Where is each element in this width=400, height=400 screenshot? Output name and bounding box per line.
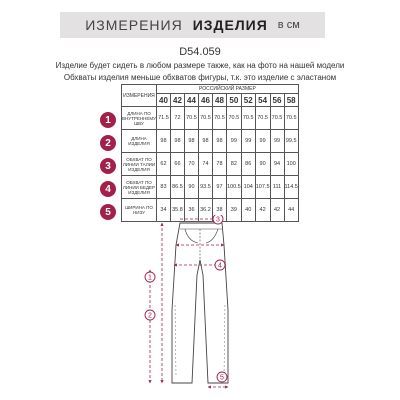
measurement-lines [150,216,228,387]
table-cell: 99.5 [284,130,298,153]
table-cell: 100 [284,153,298,176]
table-cell: 70.5 [241,107,255,130]
table-cell: 42 [270,199,284,222]
table-cell: 98 [170,130,184,153]
table-cell: 40 [241,199,255,222]
row-number-badge: 4 [100,181,116,197]
row-number-badge: 3 [100,158,116,174]
diagram-marker-label: 3 [216,216,220,224]
table-cell: 36 [184,199,198,222]
table-row [122,107,299,130]
elastane-note: Обхваты изделия меньше обхватов фигуры, т.к. это изделие с эластаном [63,73,337,82]
title-bar [60,12,325,38]
table-cell: 98 [156,130,170,153]
size-header: 46 [198,94,212,107]
param-label: ШИРИНА ПО НИЗУ [122,199,157,222]
diagram-marker-3 [213,215,223,224]
table-cell: 34 [156,199,170,222]
size-header: 58 [284,94,298,107]
table-cell: 36.2 [198,199,212,222]
table-cell: 104 [241,176,255,199]
table-cell: 98 [198,130,212,153]
table-cell: 93.5 [198,176,212,199]
row-number-badge: 2 [100,135,116,151]
table-cell: 71.5 [156,107,170,130]
table-cell: 70.5 [284,107,298,130]
table-cell: 94 [270,153,284,176]
diagram-marker-label: 1 [148,274,152,282]
table-cell: 90 [255,153,270,176]
param-label: ДЛИНА ПО ВНУТРЕННЕМУ ШВУ [122,107,157,130]
table-cell: 83 [156,176,170,199]
table-cell: 86.5 [170,176,184,199]
table-cell: 99 [226,130,241,153]
size-header: 52 [241,94,255,107]
table-cell: 78 [212,153,226,176]
table-cell: 107.5 [255,176,270,199]
table-row [122,153,299,176]
jeans-diagram [130,215,260,395]
size-header: 50 [226,94,241,107]
table-cell: 70.5 [270,107,284,130]
row-number-badge: 5 [100,204,116,220]
table-cell: 74 [198,153,212,176]
param-label: ОБХВАТ ПО ЛИНИИ БЕДЕР ИЗДЕЛИЯ [122,176,157,199]
table-cell: 70.5 [255,107,270,130]
size-chart-table [121,84,299,222]
table-cell: 39 [226,199,241,222]
russian-size-header: РОССИЙСКИЙ РАЗМЕР [156,85,298,94]
table-cell: 98 [212,130,226,153]
table-cell: 99 [270,130,284,153]
table-row [122,176,299,199]
table-cell: 114.5 [284,176,298,199]
measurements-header: ИЗМЕРЕНИЯ [122,85,157,107]
table-cell: 35.8 [170,199,184,222]
jeans-outline [172,223,228,383]
diagram-marker-2 [145,310,155,320]
diagram-marker-5 [217,372,227,382]
diagram-marker-1 [145,272,155,282]
table-cell: 111 [270,176,284,199]
table-cell: 98 [184,130,198,153]
param-label: ОБХВАТ ПО ЛИНИИ ТАЛИИ ИЗДЕЛИЯ [122,153,157,176]
table-cell: 70.5 [226,107,241,130]
table-cell: 97 [212,176,226,199]
table-cell: 86 [241,153,255,176]
table-cell: 82 [226,153,241,176]
fit-note: Изделие будет сидеть в любом размере также, как на фото на нашей модели [55,61,345,70]
table-cell: 99 [241,130,255,153]
size-header: 44 [184,94,198,107]
table-cell: 100.5 [226,176,241,199]
table-cell: 70.5 [212,107,226,130]
table-cell: 72 [170,107,184,130]
title-word-item: ИЗДЕЛИЯ [192,17,268,33]
table-cell: 70 [184,153,198,176]
diagram-marker-label: 2 [148,312,152,320]
table-cell: 66 [170,153,184,176]
size-header: 42 [170,94,184,107]
table-cell: 42 [255,199,270,222]
article-code: D54.059 [179,46,221,58]
table-row [122,130,299,153]
table-cell: 99 [255,130,270,153]
param-label: ДЛИНА ИЗДЕЛИЯ [122,130,157,153]
size-header: 48 [212,94,226,107]
table-cell: 90 [184,176,198,199]
title-unit: в см [277,19,300,31]
row-number-badge: 1 [100,112,116,128]
diagram-marker-4 [215,260,225,270]
table-cell: 70.5 [198,107,212,130]
table-cell: 62 [156,153,170,176]
table-cell: 70.5 [184,107,198,130]
table-cell: 44 [284,199,298,222]
size-header: 54 [255,94,270,107]
title-word-measurements: ИЗМЕРЕНИЯ [85,17,183,33]
size-header: 40 [156,94,170,107]
diagram-marker-label: 4 [218,262,222,270]
table-cell: 38 [212,199,226,222]
size-header: 56 [270,94,284,107]
diagram-marker-label: 5 [220,374,224,382]
